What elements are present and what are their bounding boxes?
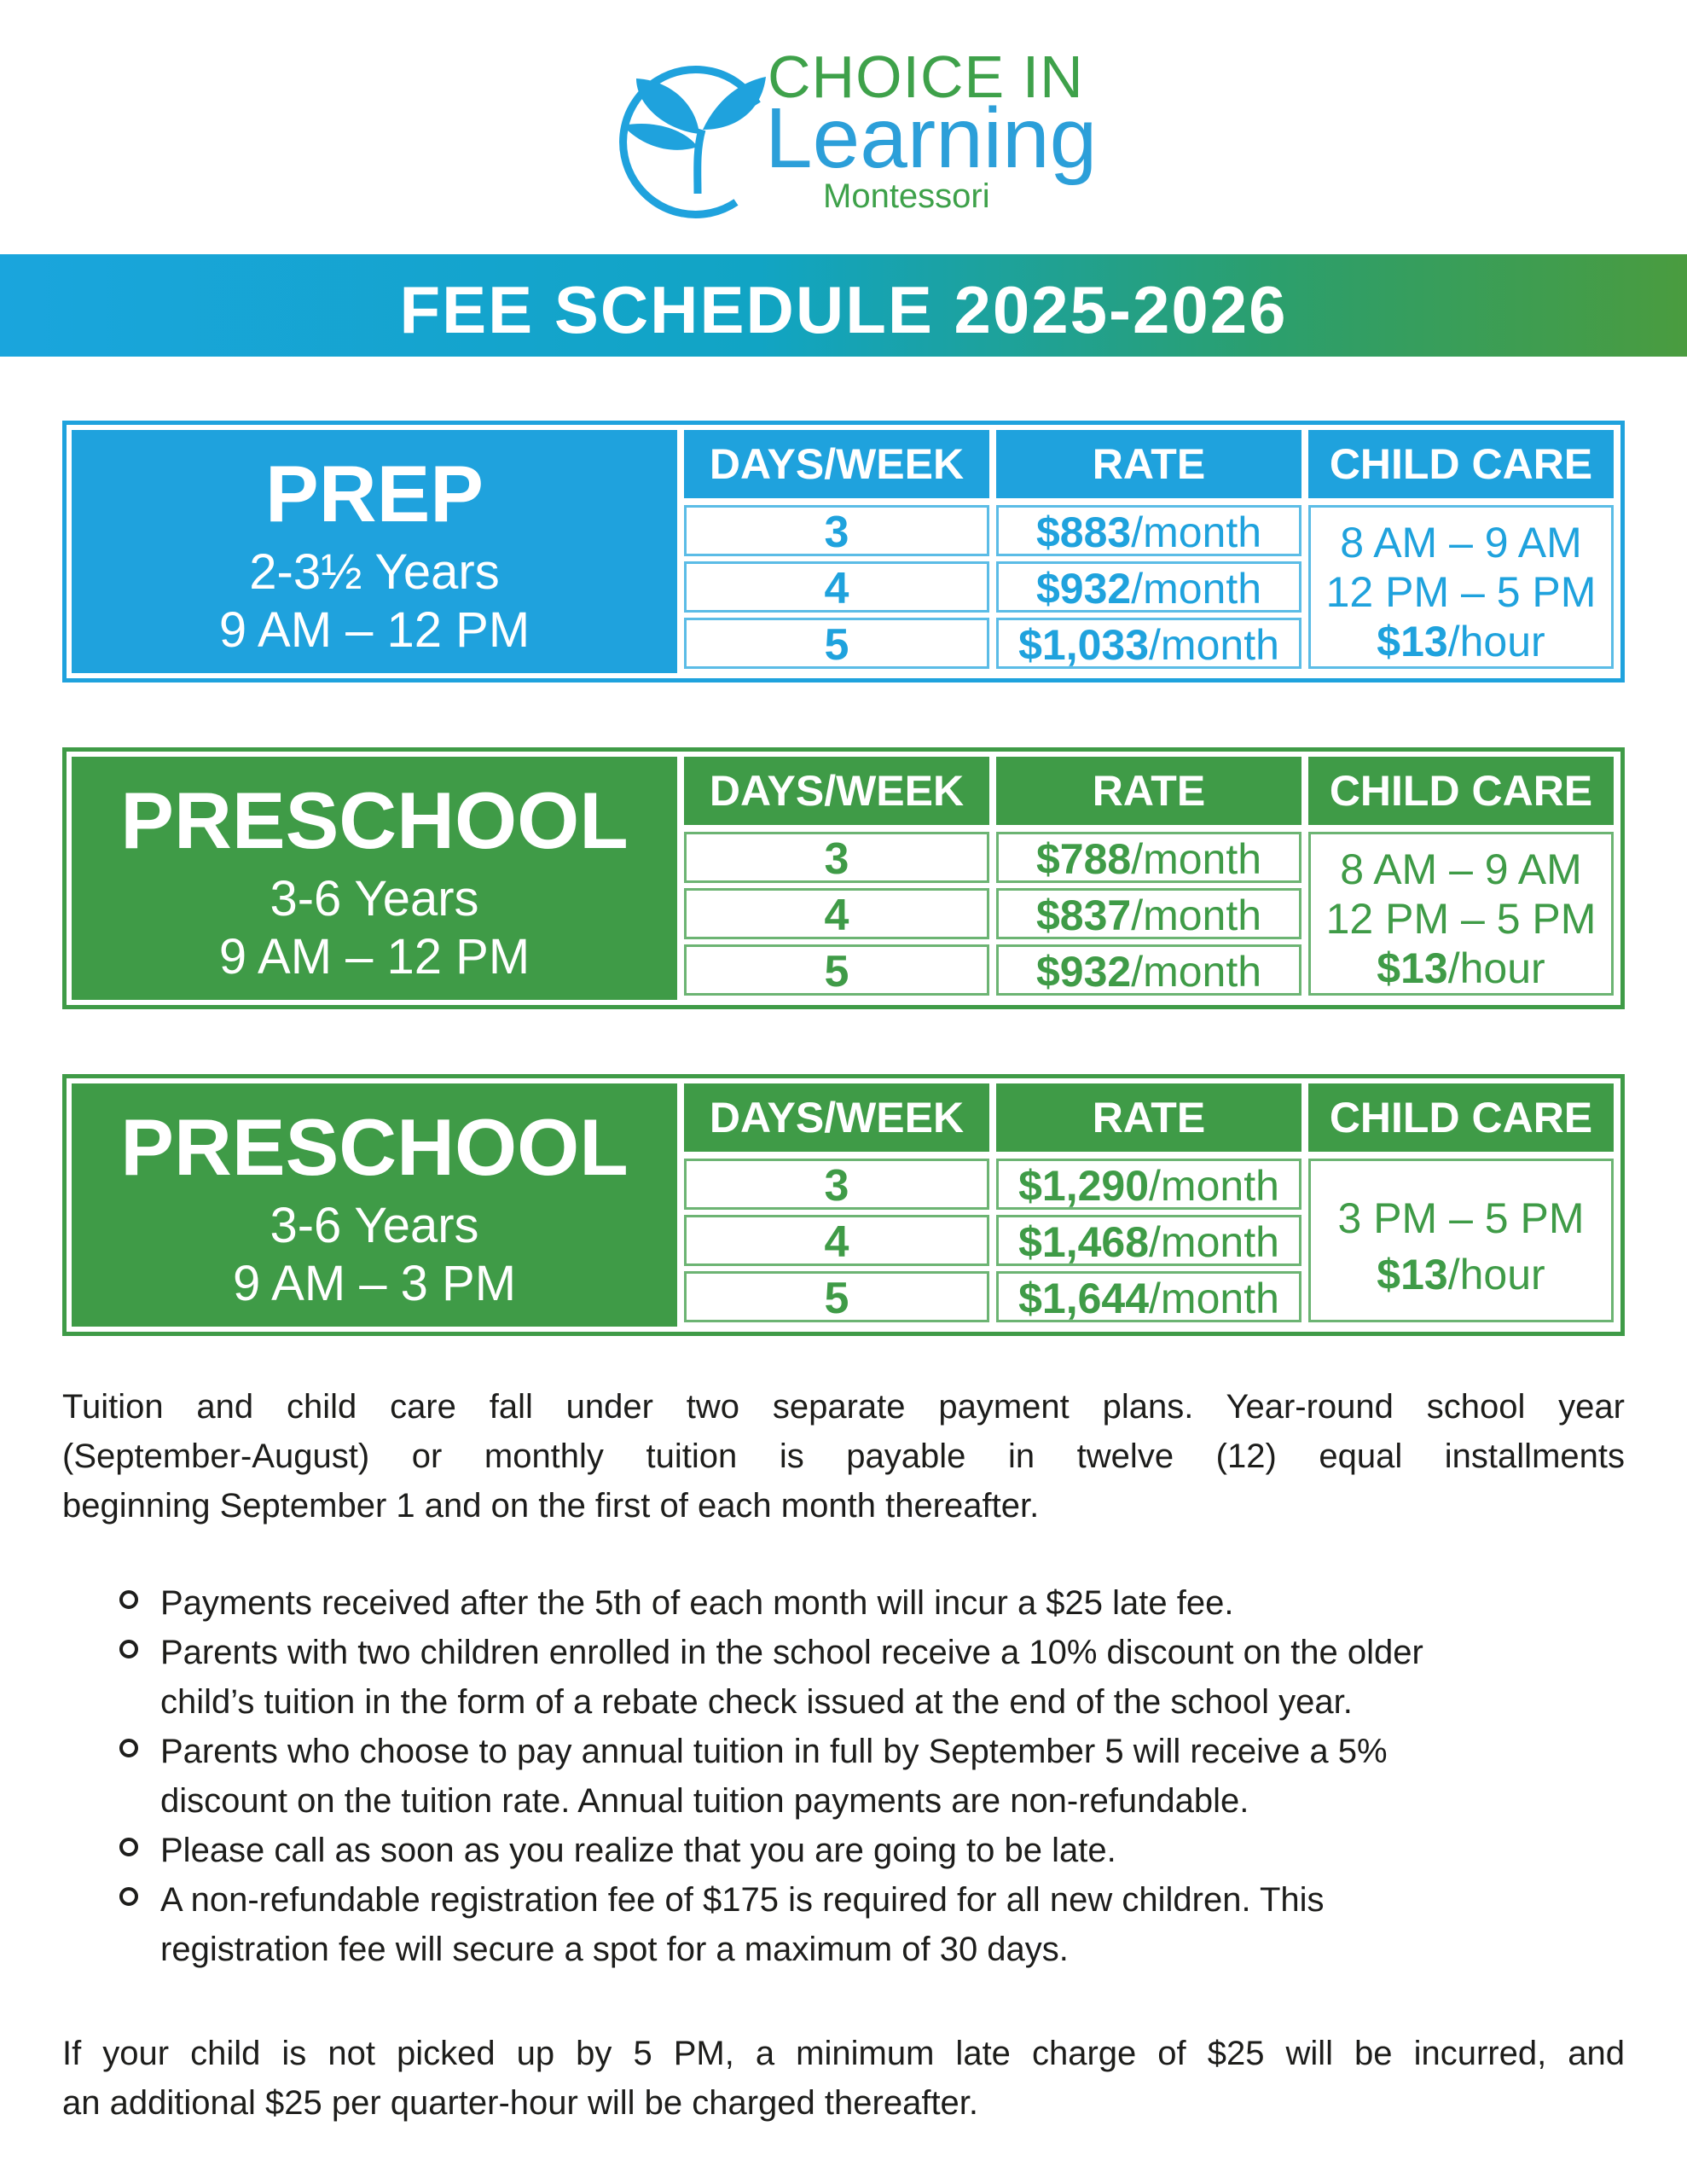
child-care-hours: 8 AM – 9 AM [1340, 845, 1582, 893]
rate-amount: $932 [1035, 948, 1132, 996]
rate-cell [996, 1271, 1301, 1322]
intro-line: beginning September 1 and on the first of each month thereafter. [62, 1487, 1040, 1525]
rate-amount: $1,033 [1018, 621, 1150, 669]
rate-unit: /month [1131, 948, 1262, 996]
child-care-hours: 3 PM – 5 PM [1337, 1194, 1585, 1242]
rate-cell [996, 944, 1301, 996]
page-title: FEE SCHEDULE 2025-2026 [399, 272, 1288, 347]
list-item: Parents who choose to pay annual tuition in full by September 5 will receive a 5% discount on the tuition rate. Annual tuition payments are non-refundable. [119, 1727, 1629, 1826]
program-hours: 9 AM – 3 PM [232, 1256, 517, 1311]
program-name: PREP [265, 449, 484, 538]
rate-unit: /month [1131, 565, 1262, 613]
days-cell: 4 [684, 888, 989, 939]
title-banner [0, 254, 1687, 357]
closing-line: an additional $25 per quarter-hour will be charged thereafter. [62, 2084, 979, 2122]
rate-amount: $1,468 [1018, 1218, 1150, 1266]
child-care-rate: $13/hour [1377, 618, 1545, 665]
program-summary [72, 757, 677, 1000]
intro-line: Tuition and child care fall under two separate payment plans. Year-round school year [62, 1388, 1625, 1426]
child-care-cell [1308, 1159, 1614, 1322]
rate-cell [996, 888, 1301, 939]
program-summary [72, 1083, 677, 1327]
header-days-week: DAYS/WEEK [684, 757, 989, 825]
logo-text-choice-in: CHOICE IN [768, 44, 1084, 110]
program-summary [72, 430, 677, 673]
logo-text-montessori: Montessori [823, 177, 990, 215]
rate-amount: $883 [1035, 508, 1132, 556]
days-cell: 3 [684, 505, 989, 556]
rate-unit: /month [1149, 1162, 1279, 1210]
rate-amount: $837 [1035, 892, 1132, 939]
logo-text-learning: Learning [765, 90, 1098, 186]
days-cell: 4 [684, 561, 989, 613]
rate-unit: /month [1131, 835, 1262, 883]
child-care-hours: 8 AM – 9 AM [1340, 519, 1582, 566]
circle-bullet-icon [119, 1590, 138, 1609]
program-hours: 9 AM – 12 PM [218, 602, 530, 658]
program-ages: 2-3½ Years [249, 544, 500, 600]
program-preschool-full-day [62, 1074, 1625, 1336]
rate-cell [996, 1215, 1301, 1266]
rate-unit: /month [1149, 1275, 1279, 1322]
header-child-care: CHILD CARE [1308, 757, 1614, 825]
days-cell: 5 [684, 1271, 989, 1322]
list-item: Payments received after the 5th of each month will incur a $25 late fee. [119, 1578, 1629, 1628]
header-rate: RATE [996, 757, 1301, 825]
child-care-hours: 12 PM – 5 PM [1325, 568, 1597, 616]
list-item: Parents with two children enrolled in the school receive a 10% discount on the older child’s tuition in the form of a rebate check issued at the end of the school year. [119, 1628, 1629, 1727]
rate-amount: $932 [1035, 565, 1132, 613]
rate-cell [996, 832, 1301, 883]
program-hours: 9 AM – 12 PM [218, 929, 530, 985]
circle-bullet-icon [119, 1640, 138, 1658]
intro-line: (September-August) or monthly tuition is payable in twelve (12) equal installments [62, 1438, 1625, 1475]
closing-line: If your child is not picked up by 5 PM, a minimum late charge of $25 will be incurred, and [62, 2035, 1625, 2072]
child-care-cell [1308, 832, 1614, 996]
days-cell: 5 [684, 944, 989, 996]
program-name: PRESCHOOL [120, 1102, 629, 1192]
program-prep [62, 421, 1625, 682]
rate-cell [996, 505, 1301, 556]
list-item: Please call as soon as you realize that you are going to be late. [119, 1826, 1629, 1875]
days-cell: 3 [684, 1159, 989, 1210]
intro-paragraph [62, 1382, 1625, 1531]
child-care-rate: $13/hour [1377, 1251, 1545, 1298]
days-cell: 4 [684, 1215, 989, 1266]
header-child-care: CHILD CARE [1308, 430, 1614, 498]
policy-bullet-list [119, 1578, 1629, 1974]
header-days-week: DAYS/WEEK [684, 430, 989, 498]
header-rate: RATE [996, 430, 1301, 498]
header-rate: RATE [996, 1083, 1301, 1152]
program-name: PRESCHOOL [120, 775, 629, 865]
header-days-week: DAYS/WEEK [684, 1083, 989, 1152]
rate-unit: /month [1149, 1218, 1279, 1266]
program-ages: 3-6 Years [270, 871, 479, 926]
circle-bullet-icon [119, 1739, 138, 1757]
program-ages: 3-6 Years [270, 1198, 479, 1253]
rate-cell [996, 618, 1301, 669]
header-child-care: CHILD CARE [1308, 1083, 1614, 1152]
rate-amount: $1,644 [1018, 1275, 1150, 1322]
circle-bullet-icon [119, 1887, 138, 1906]
child-care-hours: 12 PM – 5 PM [1325, 895, 1597, 943]
days-cell: 3 [684, 832, 989, 883]
rate-amount: $1,290 [1018, 1162, 1150, 1210]
rate-unit: /month [1131, 892, 1262, 939]
rate-amount: $788 [1035, 835, 1132, 883]
child-care-cell [1308, 505, 1614, 669]
rate-unit: /month [1131, 508, 1262, 556]
circle-bullet-icon [119, 1838, 138, 1856]
rate-cell [996, 1159, 1301, 1210]
list-item: A non-refundable registration fee of $175 is required for all new children. This registration fee will secure a spot for a maximum of 30 days. [119, 1875, 1629, 1974]
rate-unit: /month [1149, 621, 1279, 669]
rate-cell [996, 561, 1301, 613]
late-pickup-paragraph [62, 2029, 1625, 2128]
child-care-rate: $13/hour [1377, 944, 1545, 992]
program-preschool-half-day [62, 747, 1625, 1009]
days-cell: 5 [684, 618, 989, 669]
